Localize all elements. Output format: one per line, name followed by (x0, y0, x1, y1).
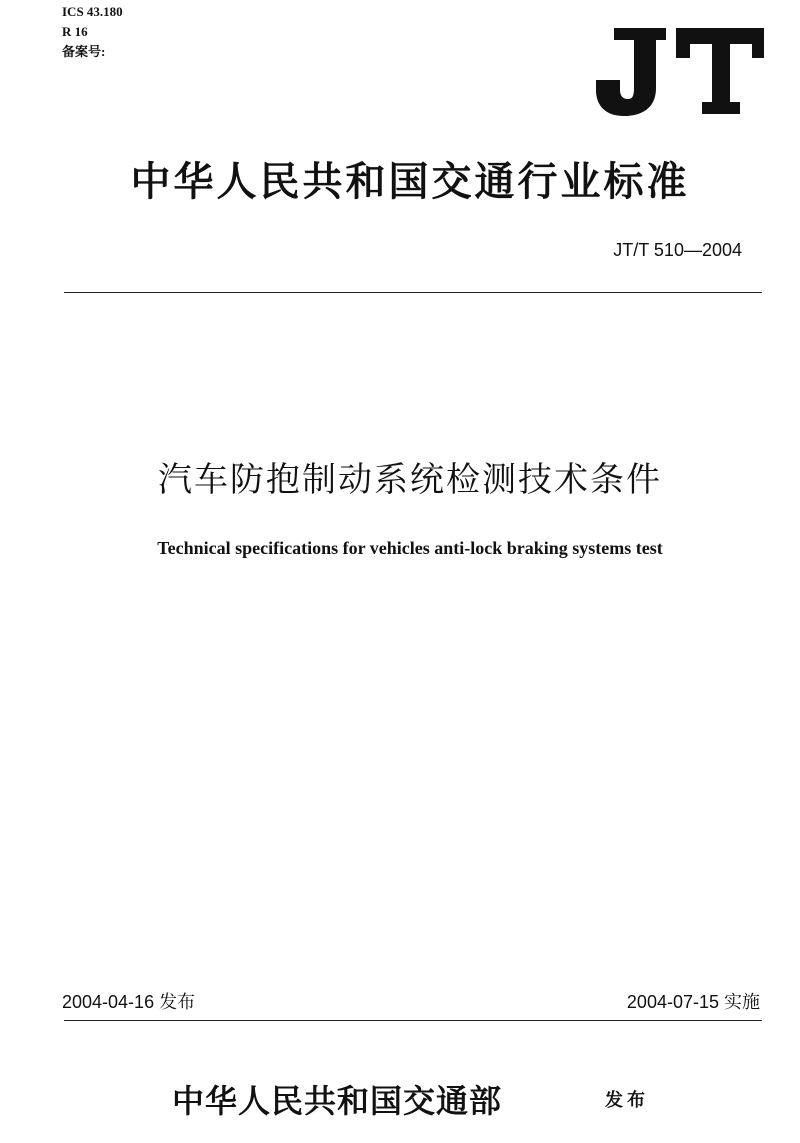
standard-title: 中华人民共和国交通行业标准 (130, 158, 690, 205)
document-title-en: Technical specifications for vehicles anti-lock braking systems test (157, 538, 663, 558)
jt-logo (592, 22, 768, 118)
top-divider (64, 292, 762, 293)
document-title-cn: 汽车防抱制动系统检测技术条件 (158, 460, 662, 500)
issuer-name: 中华人民共和国交通部 (172, 1082, 503, 1120)
implementation-date: 2004-07-15 实施 (626, 992, 760, 1012)
logo-letter-j (596, 28, 666, 116)
logo-letter-t (676, 28, 764, 114)
classification-code: R 16 (62, 24, 88, 39)
issuer-suffix: 发布 (605, 1090, 649, 1111)
meta-block (62, 2, 123, 62)
filing-number-label: 备案号: (62, 44, 106, 59)
bottom-divider (64, 1020, 762, 1021)
ics-code: ICS 43.180 (62, 4, 123, 19)
standard-code: JT/T 510—2004 (613, 240, 742, 260)
issue-date: 2004-04-16 发布 (62, 992, 196, 1012)
